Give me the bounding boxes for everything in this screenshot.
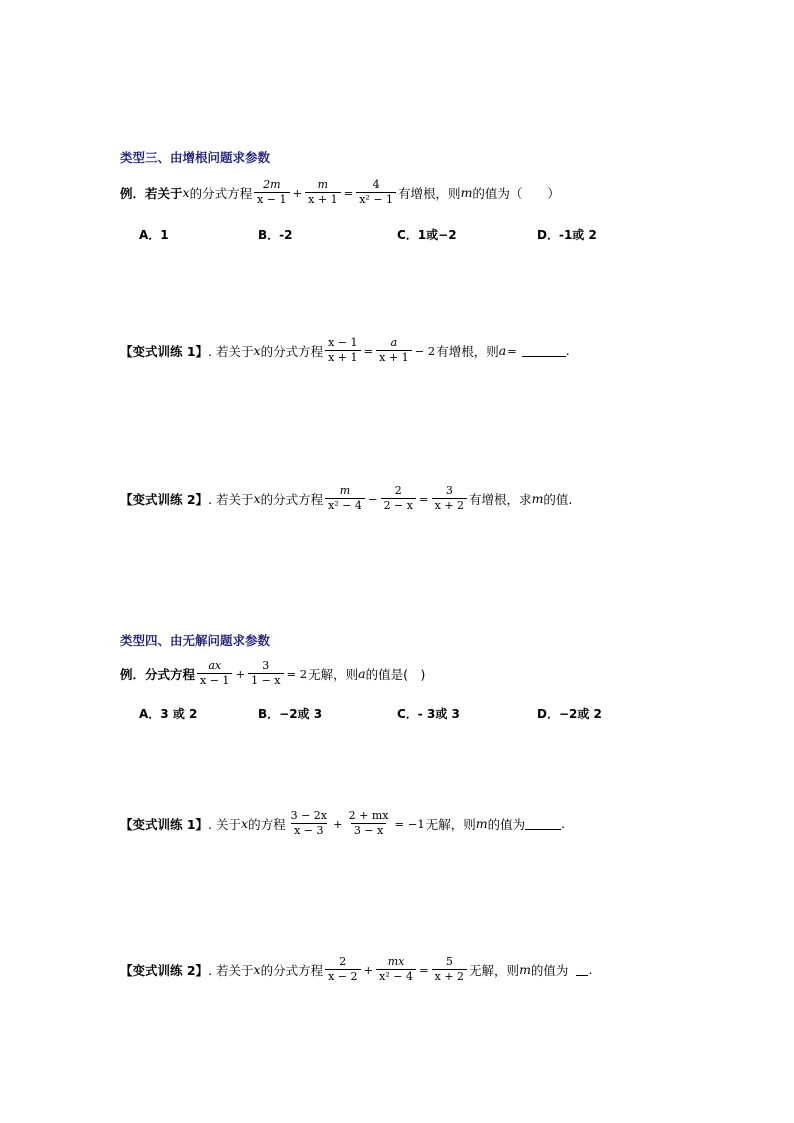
- section4-exercise-2: 【变式训练 2】 . 若关于 x 的分式方程 $\frac{2}{x - 2}$ + $\frac{mx}{\text{x² − 4}}$ = $\frac{5}{x + 2}$ 无解，则 m 的值为 .: [120, 955, 593, 983]
- option-b[interactable]: B．−2或 3: [258, 707, 323, 721]
- option-d[interactable]: D．−2或 2: [537, 707, 602, 721]
- exercise-label: 【变式训练 1】: [120, 816, 209, 832]
- option-d[interactable]: D．-1或 2: [537, 228, 597, 242]
- fraction: $\frac{x - 1}{x + 1}$: [325, 336, 360, 365]
- section3-title: 类型三、由增根问题求参数: [120, 150, 271, 165]
- fraction: $\frac{2m}{x - 1}$: [254, 178, 289, 207]
- fraction: $\frac{3 - 2x}{x - 3}$: [290, 809, 328, 837]
- variable-x: x: [182, 185, 190, 200]
- fraction: $\frac{m}{\text{x² − 4}}$: [325, 484, 365, 513]
- fraction: $\frac{m}{x + 1}$: [305, 178, 340, 207]
- option-b[interactable]: B．-2: [258, 228, 293, 242]
- section4-exercise-1: 【变式训练 1】 . 关于 x 的方程 $\frac{3 - 2x}{x - 3}$ + $\frac{2 + mx}{3 - x}$ = −1 无解，则 m 的值为 .: [120, 809, 566, 837]
- section3-exercise-2: 【变式训练 2】 . 若关于 x 的分式方程 $\frac{m}{\text{x² − 4}}$ − $\frac{2}{2 - x}$ = $\frac{3}{x + 2}$ 有增根，求 m 的值.: [120, 484, 573, 512]
- option-c[interactable]: C．- 3或 3: [397, 707, 460, 721]
- fraction: $\frac{ax}{x - 1}$: [197, 659, 232, 688]
- option-c[interactable]: C．1或−2: [397, 228, 457, 242]
- section3-exercise-1: 【变式训练 1】 . 若关于 x 的分式方程 $\frac{x - 1}{x + 1}$ = $\frac{a}{x + 1}$ − 2 有增根，则 a = .: [120, 336, 570, 364]
- fraction: $\frac{2 + mx}{3 - x}$: [348, 809, 389, 837]
- answer-blank[interactable]: [525, 817, 561, 830]
- exercise-label: 【变式训练 2】: [120, 962, 209, 978]
- option-a[interactable]: A．3 或 2: [139, 707, 198, 721]
- fraction: $\frac{4}{\text{x² − 1}}$: [356, 178, 396, 207]
- answer-blank[interactable]: [576, 963, 588, 976]
- fraction: $\frac{3}{1 - x}$: [248, 659, 283, 688]
- example-prefix: 例．若关于: [120, 185, 183, 201]
- fraction: $\frac{mx}{\text{x² − 4}}$: [376, 955, 416, 984]
- exercise-label: 【变式训练 1】: [120, 343, 209, 359]
- fraction: $\frac{5}{x + 2}$: [432, 955, 467, 984]
- section4-example: 例．分式方程 $\frac{ax}{x - 1}$ + $\frac{3}{1 - x}$ = 2 无解，则 a 的值是( ): [120, 659, 426, 687]
- exercise-label: 【变式训练 2】: [120, 491, 209, 507]
- option-a[interactable]: A．1: [139, 228, 169, 242]
- section4-title: 类型四、由无解问题求参数: [120, 633, 271, 648]
- fraction: $\frac{2}{x - 2}$: [325, 955, 360, 984]
- variable-m: m: [460, 185, 473, 200]
- text: 的分式方程: [189, 185, 253, 201]
- answer-blank[interactable]: [522, 344, 566, 357]
- fraction: $\frac{2}{2 - x}$: [381, 484, 416, 513]
- section3-example: 例．若关于 x 的分式方程 $\frac{2m}{x - 1}$ + $\frac{m}{x + 1}$ = $\frac{4}{\text{x² − 1}}$ 有增根，则 m 的值为（ ）: [120, 178, 560, 206]
- fraction: $\frac{a}{x + 1}$: [376, 336, 411, 365]
- fraction: $\frac{3}{x + 2}$: [432, 484, 467, 513]
- example-prefix: 例．分式方程: [120, 666, 196, 682]
